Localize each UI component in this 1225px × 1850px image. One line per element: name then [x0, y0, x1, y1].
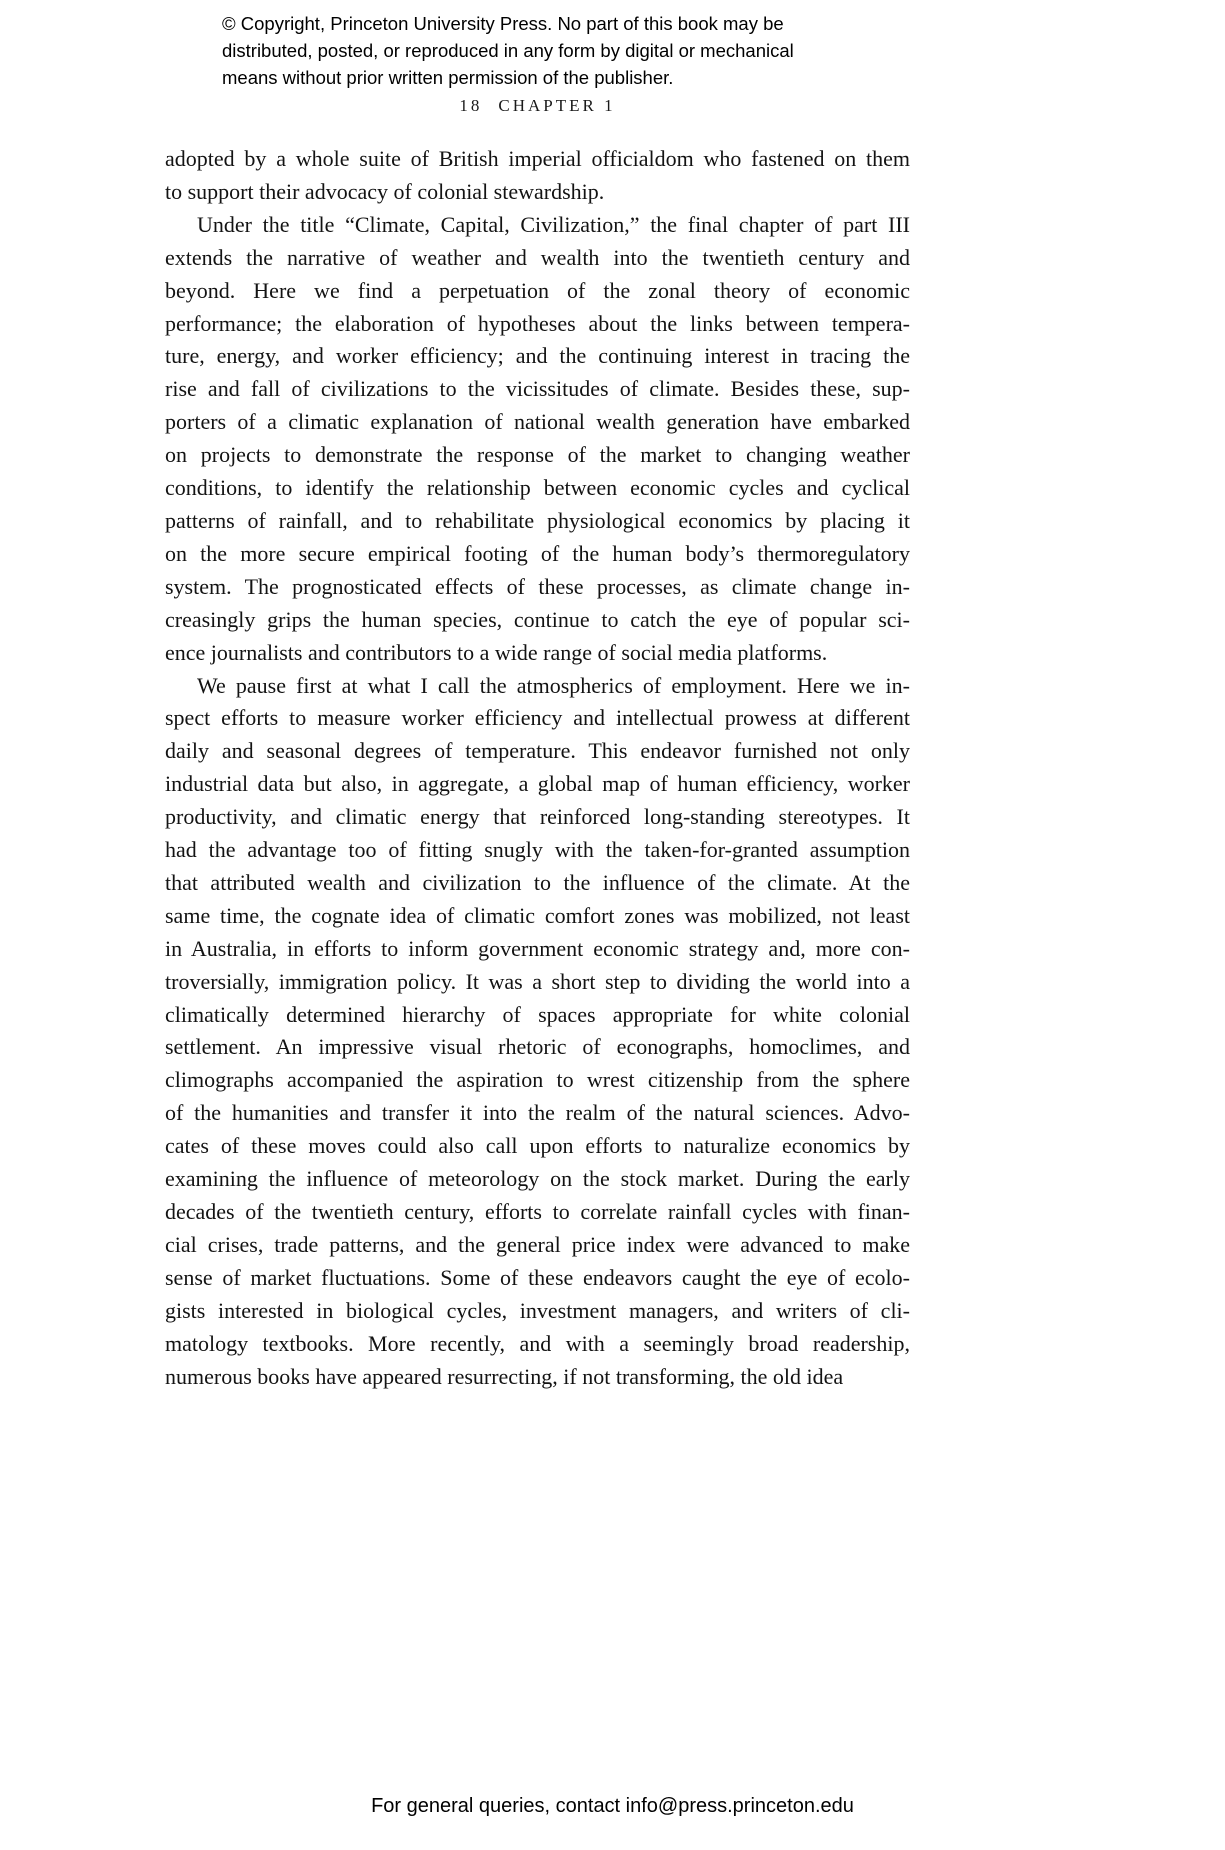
page-footer	[0, 1795, 1225, 1818]
text-line-content: to support their advocacy of colonial stewardship.	[165, 178, 605, 204]
text-line	[165, 1328, 910, 1361]
text-line-content: matology textbooks. More recently, and with a seemingly broad readership,	[165, 1330, 910, 1356]
text-line-content: patterns of rainfall, and to rehabilitate physiological economics by placing it	[165, 507, 910, 533]
paragraph	[165, 209, 910, 670]
text-line	[165, 1196, 910, 1229]
text-line-content: system. The prognosticated effects of these processes, as climate change in-	[165, 573, 910, 599]
text-line	[165, 242, 910, 275]
text-line	[165, 439, 910, 472]
text-line	[165, 472, 910, 505]
text-line-content: industrial data but also, in aggregate, a global map of human efficiency, worker	[165, 771, 910, 797]
text-line	[165, 768, 910, 801]
text-line-content: troversially, immigration policy. It was a short step to dividing the world into a	[165, 968, 910, 994]
text-line	[165, 933, 910, 966]
text-line-content: conditions, to identify the relationship between economic cycles and cyclical	[165, 475, 910, 501]
text-line-content: daily and seasonal degrees of temperature. This endeavor furnished not only	[165, 738, 910, 764]
text-line-content: rise and fall of civilizations to the vicissitudes of climate. Besides these, sup-	[165, 376, 910, 402]
text-line-content: decades of the twentieth century, efforts to correlate rainfall cycles with finan-	[165, 1199, 910, 1224]
text-line-content: climatically determined hierarchy of spaces appropriate for white colonial	[165, 1001, 910, 1027]
page-body	[165, 143, 910, 1393]
text-line	[165, 1097, 910, 1130]
text-line-content: beyond. Here we find a perpetuation of the zonal theory of economic	[165, 277, 910, 303]
text-line-content: settlement. An impressive visual rhetoric of econographs, homoclimes, and	[165, 1034, 910, 1060]
text-line	[165, 801, 910, 834]
page-header	[165, 96, 910, 116]
text-line	[165, 834, 910, 867]
text-line-content: on the more secure empirical footing of the human body’s thermoregulatory	[165, 540, 910, 566]
text-line-content: on projects to demonstrate the response of the market to changing weather	[165, 442, 910, 468]
text-line	[165, 538, 910, 571]
footer-contact-text: For general queries, contact info@press.princeton.edu	[371, 1795, 854, 1817]
text-line-content: spect efforts to measure worker efficiency and intellectual prowess at different	[165, 705, 910, 731]
text-line-content: extends the narrative of weather and wealth into the twentieth century and	[165, 244, 910, 270]
text-line	[165, 340, 910, 373]
text-line	[165, 308, 910, 341]
text-line-content: in Australia, in efforts to inform government economic strategy and, more con-	[165, 935, 910, 961]
text-line	[165, 505, 910, 538]
text-line-content: of the humanities and transfer it into the realm of the natural sciences. Advo-	[165, 1100, 910, 1126]
text-line	[165, 143, 910, 176]
text-line	[165, 867, 910, 900]
text-line	[165, 176, 910, 209]
text-line	[165, 1064, 910, 1097]
text-line	[165, 1031, 910, 1064]
text-line-content: adopted by a whole suite of British imperial officialdom who fastened on them	[165, 146, 910, 171]
text-line	[165, 966, 910, 999]
text-line-content: numerous books have appeared resurrecting, if not transforming, the old idea	[165, 1363, 844, 1389]
text-line-content: Under the title “Climate, Capital, Civilization,” the final chapter of part III	[197, 211, 910, 237]
text-line	[165, 571, 910, 604]
copyright-line: © Copyright, Princeton University Press. No part of this book may be	[222, 13, 784, 34]
text-line	[165, 406, 910, 439]
text-line	[165, 604, 910, 637]
text-line-content: climographs accompanied the aspiration to wrest citizenship from the sphere	[165, 1067, 910, 1093]
text-line-content: cates of these moves could also call upon efforts to naturalize economics by	[165, 1133, 910, 1159]
text-line	[165, 1130, 910, 1163]
paragraph	[165, 670, 910, 1394]
text-line-content: same time, the cognate idea of climatic comfort zones was mobilized, not least	[165, 902, 910, 928]
text-line-content: We pause first at what I call the atmospherics of employment. Here we in-	[197, 672, 910, 698]
text-line-content: gists interested in biological cycles, investment managers, and writers of cli-	[165, 1297, 910, 1323]
text-line	[165, 702, 910, 735]
text-line	[165, 1163, 910, 1196]
text-line	[165, 275, 910, 308]
text-line-content: that attributed wealth and civilization to the influence of the climate. At the	[165, 869, 910, 895]
text-line-content: creasingly grips the human species, continue to catch the eye of popular sci-	[165, 606, 910, 632]
text-line	[165, 1229, 910, 1262]
text-line	[165, 735, 910, 768]
text-line	[165, 1361, 910, 1394]
text-line	[165, 373, 910, 406]
paragraph	[165, 143, 910, 209]
text-line	[165, 900, 910, 933]
text-line-content: cial crises, trade patterns, and the general price index were advanced to make	[165, 1231, 910, 1257]
text-line	[165, 1262, 910, 1295]
text-line-content: porters of a climatic explanation of national wealth generation have embarked	[165, 409, 910, 435]
copyright-line: distributed, posted, or reproduced in any form by digital or mechanical	[222, 40, 794, 61]
chapter-title: CHAPTER 1	[498, 96, 616, 115]
text-line-content: performance; the elaboration of hypotheses about the links between tempera-	[165, 310, 910, 336]
text-line	[165, 209, 910, 242]
text-line	[165, 670, 910, 703]
text-line-content: sense of market fluctuations. Some of these endeavors caught the eye of ecolo-	[165, 1264, 910, 1290]
text-line	[165, 637, 910, 670]
text-line-content: productivity, and climatic energy that reinforced long-standing stereotypes. It	[165, 804, 910, 830]
copyright-line: means without prior written permission of the publisher.	[222, 67, 674, 88]
text-line	[165, 999, 910, 1032]
text-line-content: had the advantage too of fitting snugly with the taken-for-granted assumption	[165, 837, 910, 863]
text-line-content: examining the influence of meteorology on the stock market. During the early	[165, 1166, 910, 1192]
text-line-content: ence journalists and contributors to a wide range of social media platforms.	[165, 639, 828, 665]
text-line	[165, 1295, 910, 1328]
text-line-content: ture, energy, and worker efficiency; and the continuing interest in tracing the	[165, 343, 910, 369]
page-number: 18	[459, 96, 483, 115]
copyright-notice	[222, 10, 794, 91]
